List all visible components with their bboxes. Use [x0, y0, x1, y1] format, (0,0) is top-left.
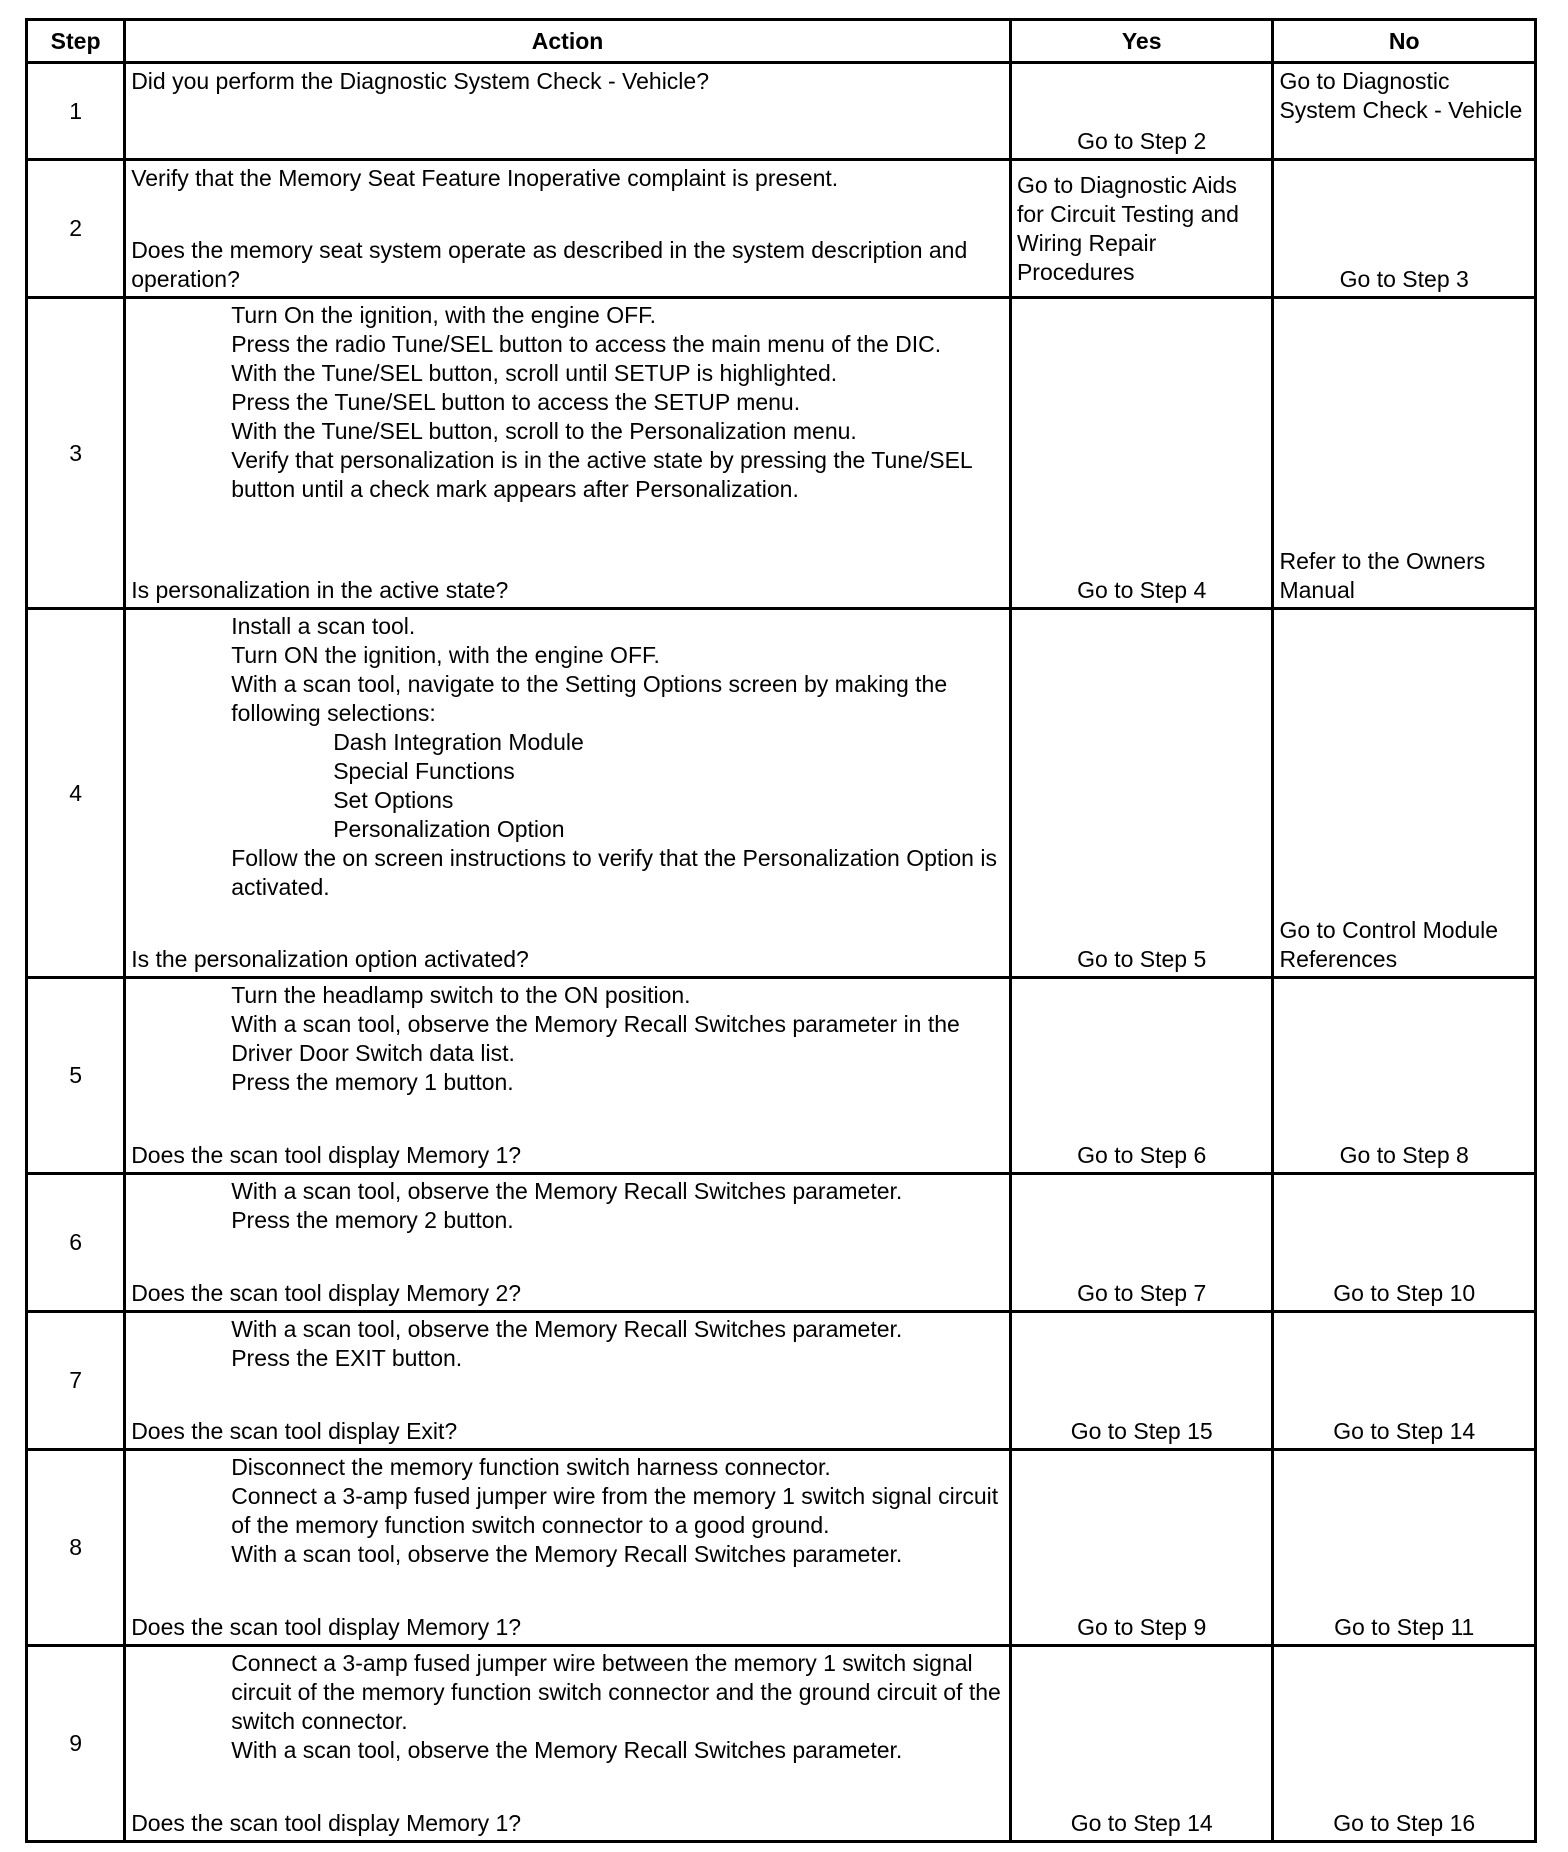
- yes-link[interactable]: Go to Step 2: [1077, 128, 1207, 154]
- step-number: 9: [27, 1646, 125, 1842]
- table-row: [27, 63, 1536, 160]
- no-link[interactable]: Go to Step 10: [1333, 1280, 1476, 1306]
- action-step-line: With a scan tool, observe the Memory Recall Switches parameter in the Driver Door Switch data list.: [231, 1011, 960, 1066]
- table-row: [27, 609, 1536, 978]
- no-link[interactable]: Go to Step 16: [1333, 1810, 1476, 1836]
- action-step-line: Turn ON the ignition, with the engine OFF.: [231, 642, 660, 668]
- step-header: Step: [27, 20, 125, 63]
- no-link[interactable]: Refer to the Owners Manual: [1279, 548, 1486, 603]
- table-row: [27, 160, 1536, 298]
- step-number: 1: [27, 63, 125, 160]
- yes-cell: [1010, 1646, 1273, 1842]
- table-row: [27, 298, 1536, 609]
- yes-cell: [1010, 978, 1273, 1174]
- no-cell: [1273, 1646, 1536, 1842]
- yes-header: Yes: [1010, 20, 1273, 63]
- yes-link[interactable]: Go to Step 6: [1077, 1142, 1207, 1168]
- no-link[interactable]: Go to Step 3: [1339, 266, 1469, 292]
- action-step-line: Install a scan tool.: [231, 613, 416, 639]
- table-row: [27, 1312, 1536, 1450]
- action-steps: [131, 1313, 1004, 1373]
- action-question: Does the memory seat system operate as described in the system description and operation?: [131, 237, 968, 292]
- no-link[interactable]: Go to Control Module References: [1279, 917, 1499, 972]
- action-step-line: Press the memory 1 button.: [231, 1069, 514, 1095]
- step-number: 7: [27, 1312, 125, 1450]
- header-row: [27, 20, 1536, 63]
- action-cell: [125, 609, 1011, 978]
- action-question: Did you perform the Diagnostic System Check - Vehicle?: [131, 68, 709, 94]
- action-step-line: Press the Tune/SEL button to access the SETUP menu.: [231, 389, 801, 415]
- no-cell: [1273, 298, 1536, 609]
- action-step-line: Follow the on screen instructions to verify that the Personalization Option is activated.: [231, 845, 997, 900]
- yes-link[interactable]: Go to Diagnostic Aids for Circuit Testing and Wiring Repair Procedures: [1016, 172, 1239, 285]
- yes-cell: [1010, 1174, 1273, 1312]
- action-steps: [131, 299, 1004, 504]
- action-steps: [131, 1647, 1004, 1765]
- no-link[interactable]: Go to Diagnostic System Check - Vehicle: [1279, 68, 1523, 123]
- yes-link[interactable]: Go to Step 14: [1070, 1810, 1213, 1836]
- action-question: Does the scan tool display Memory 1?: [131, 1142, 522, 1168]
- action-step-line: With a scan tool, observe the Memory Recall Switches parameter.: [231, 1178, 903, 1204]
- action-question: Is personalization in the active state?: [131, 577, 509, 603]
- step-number: 5: [27, 978, 125, 1174]
- yes-cell: [1010, 63, 1273, 160]
- action-step-line: Verify that personalization is in the active state by pressing the Tune/SEL button until a check mark appears after Personalization.: [231, 447, 972, 502]
- table-row: [27, 1646, 1536, 1842]
- yes-cell: [1010, 609, 1273, 978]
- step-number: 4: [27, 609, 125, 978]
- yes-link[interactable]: Go to Step 7: [1077, 1280, 1207, 1306]
- step-number: 6: [27, 1174, 125, 1312]
- table-row: [27, 1450, 1536, 1646]
- action-step-line: Turn On the ignition, with the engine OFF.: [231, 302, 657, 328]
- no-cell: [1273, 609, 1536, 978]
- action-step-line: With a scan tool, observe the Memory Recall Switches parameter.: [231, 1737, 903, 1763]
- action-question: Does the scan tool display Exit?: [131, 1418, 458, 1444]
- yes-cell: [1010, 298, 1273, 609]
- no-cell: [1273, 1174, 1536, 1312]
- no-cell: [1273, 978, 1536, 1174]
- no-link[interactable]: Go to Step 11: [1334, 1614, 1475, 1640]
- action-steps: [131, 979, 1004, 1097]
- no-link[interactable]: Go to Step 14: [1333, 1418, 1476, 1444]
- action-intro: Verify that the Memory Seat Feature Inoperative complaint is present.: [131, 165, 839, 191]
- no-cell: [1273, 63, 1536, 160]
- step-number: 3: [27, 298, 125, 609]
- no-link[interactable]: Go to Step 8: [1339, 1142, 1469, 1168]
- yes-link[interactable]: Go to Step 4: [1077, 577, 1207, 603]
- action-step-line: With a scan tool, navigate to the Setting Options screen by making the following selections:: [231, 671, 948, 726]
- yes-cell: [1010, 160, 1273, 298]
- action-question: Does the scan tool display Memory 2?: [131, 1280, 522, 1306]
- action-question: Does the scan tool display Memory 1?: [131, 1614, 522, 1640]
- yes-cell: [1010, 1450, 1273, 1646]
- no-cell: [1273, 160, 1536, 298]
- action-step-line: Disconnect the memory function switch harness connector.: [231, 1454, 831, 1480]
- no-cell: [1273, 1312, 1536, 1450]
- action-step-line: Press the radio Tune/SEL button to access the main menu of the DIC.: [231, 331, 942, 357]
- action-step-line: Connect a 3-amp fused jumper wire between the memory 1 switch signal circuit of the memory function switch connector and the ground circuit of the switch connector.: [231, 1650, 1001, 1734]
- action-step-line: Turn the headlamp switch to the ON position.: [231, 982, 691, 1008]
- action-cell: [125, 1450, 1011, 1646]
- action-cell: [125, 160, 1011, 298]
- action-subline: Dash Integration Module: [333, 729, 584, 755]
- action-cell: [125, 1646, 1011, 1842]
- action-subline: Personalization Option: [333, 816, 565, 842]
- no-header: No: [1273, 20, 1536, 63]
- yes-cell: [1010, 1312, 1273, 1450]
- action-cell: [125, 63, 1011, 160]
- action-subline: Set Options: [333, 787, 454, 813]
- action-step-line: With the Tune/SEL button, scroll until SETUP is highlighted.: [231, 360, 838, 386]
- action-question: Is the personalization option activated?: [131, 946, 529, 972]
- action-step-line: With a scan tool, observe the Memory Recall Switches parameter.: [231, 1541, 903, 1567]
- action-steps: [131, 610, 1004, 902]
- action-step-line: With the Tune/SEL button, scroll to the Personalization menu.: [231, 418, 857, 444]
- step-number: 2: [27, 160, 125, 298]
- action-step-line: With a scan tool, observe the Memory Recall Switches parameter.: [231, 1316, 903, 1342]
- action-subline: Special Functions: [333, 758, 515, 784]
- action-steps: [131, 1175, 1004, 1235]
- action-step-line: Press the EXIT button.: [231, 1345, 463, 1371]
- diagnostic-table: [25, 18, 1537, 1843]
- action-cell: [125, 298, 1011, 609]
- action-steps: [131, 1451, 1004, 1569]
- action-cell: [125, 978, 1011, 1174]
- no-cell: [1273, 1450, 1536, 1646]
- table-row: [27, 1174, 1536, 1312]
- yes-link[interactable]: Go to Step 15: [1070, 1418, 1213, 1444]
- step-number: 8: [27, 1450, 125, 1646]
- action-cell: [125, 1312, 1011, 1450]
- table-row: [27, 978, 1536, 1174]
- action-step-line: Connect a 3-amp fused jumper wire from the memory 1 switch signal circuit of the memory function switch connector to a good ground.: [231, 1483, 999, 1538]
- yes-link[interactable]: Go to Step 5: [1077, 946, 1207, 972]
- action-question: Does the scan tool display Memory 1?: [131, 1810, 522, 1836]
- action-cell: [125, 1174, 1011, 1312]
- yes-link[interactable]: Go to Step 9: [1077, 1614, 1207, 1640]
- action-step-line: Press the memory 2 button.: [231, 1207, 514, 1233]
- action-header: Action: [125, 20, 1011, 63]
